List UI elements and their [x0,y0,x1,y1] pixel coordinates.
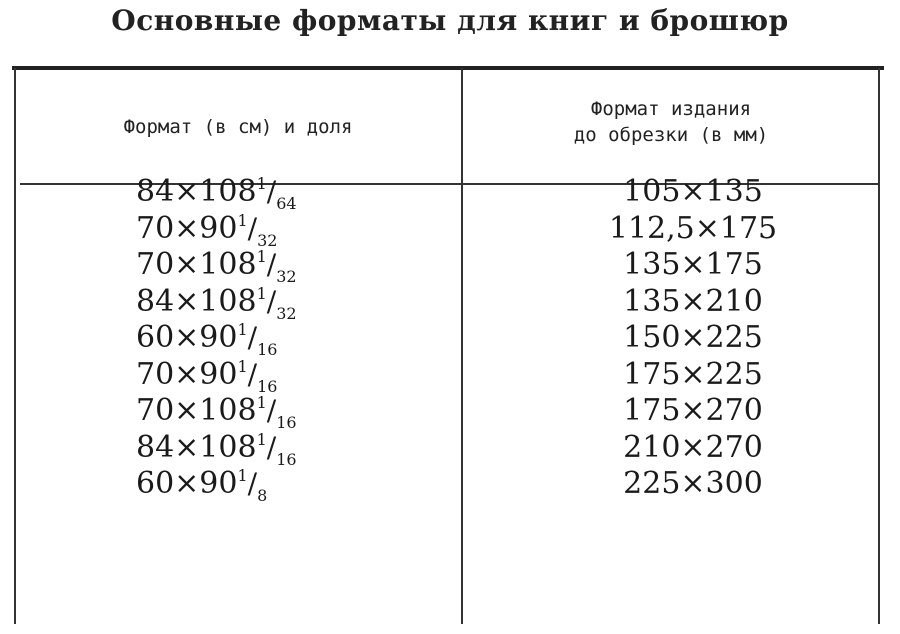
format-cell [136,174,297,211]
format-sheet-size: 84×108 [136,174,257,209]
fraction-denominator: 32 [276,267,297,286]
table-top-rule [12,66,884,70]
fraction-slash: / [247,357,258,391]
fraction-numerator: 1 [256,247,267,266]
format-sheet-size: 84×108 [136,283,257,319]
format-sheet-size: 60×90 [136,466,238,501]
fraction-numerator: 1 [237,320,248,339]
format-cell [136,430,297,467]
fraction-numerator: 1 [256,429,267,449]
fraction-numerator: 1 [256,393,267,412]
fraction-denominator: 8 [257,486,268,505]
fraction-slash: / [247,467,258,500]
fraction-denominator: 16 [276,449,297,469]
trim-size-cell: 112,5×175 [608,210,778,246]
table-column-divider [461,68,463,624]
format-sheet-size: 84×108 [136,429,257,465]
fraction-denominator: 16 [276,413,297,432]
column-header-format: Формат (в см) и доля [123,116,353,138]
fraction-denominator: 16 [257,376,278,396]
trim-size-cell: 210×270 [623,429,763,465]
column-header-trim-size [464,96,878,148]
format-sheet-size: 70×90 [136,210,238,246]
format-sheet-size: 70×108 [136,393,257,428]
trim-size-cell: 150×225 [623,320,763,355]
fraction-numerator: 1 [237,356,248,376]
format-cell [136,320,297,357]
fraction-numerator: 1 [237,210,248,230]
column-header-trim-size-line2: до обрезки (в мм) [573,124,769,146]
trim-size-cell: 135×175 [623,247,763,282]
table-left-border [14,68,16,624]
format-cell [136,284,297,321]
format-cell [136,247,297,284]
fraction-numerator: 1 [256,283,267,303]
fraction-denominator: 64 [276,194,297,213]
fraction-slash: / [266,284,277,318]
fraction-slash: / [266,394,277,427]
column-header-trim-size-line1: Формат издания [590,98,752,120]
table-right-border [878,68,880,624]
fraction-slash: / [247,321,258,354]
fraction-numerator: 1 [237,466,248,485]
column-format-values [136,174,297,503]
trim-size-cell: 175×225 [623,356,763,392]
format-sheet-size: 60×90 [136,320,238,355]
fraction-denominator: 32 [257,230,278,250]
format-cell [136,357,297,394]
fraction-slash: / [266,175,277,208]
fraction-denominator: 32 [276,303,297,323]
fraction-slash: / [247,211,258,245]
format-cell [136,393,297,430]
fraction-numerator: 1 [256,174,267,193]
format-cell [136,466,297,503]
trim-size-cell: 225×300 [623,466,763,501]
format-sheet-size: 70×90 [136,356,238,392]
page-title: Основные форматы для книг и брошюр [111,4,789,37]
trim-size-cell: 105×135 [623,174,763,209]
trim-size-cell: 135×210 [623,283,763,319]
trim-size-cell: 175×270 [623,393,763,428]
fraction-denominator: 16 [257,340,278,359]
format-sheet-size: 70×108 [136,247,257,282]
column-trim-size-values [578,174,808,503]
format-cell [136,211,297,248]
fraction-slash: / [266,248,277,281]
fraction-slash: / [266,430,277,464]
